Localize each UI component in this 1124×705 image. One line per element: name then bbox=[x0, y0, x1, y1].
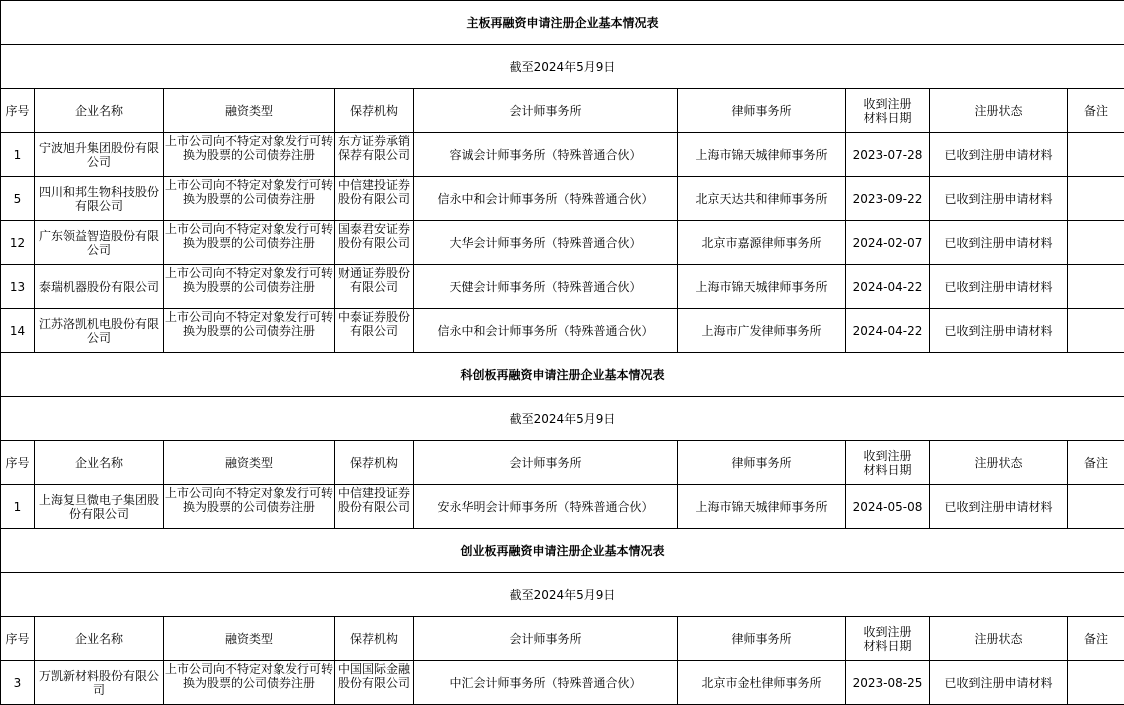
col-accounting-firm-header[interactable] bbox=[414, 89, 678, 133]
law-firm-cell[interactable] bbox=[678, 177, 846, 221]
company-name-cell[interactable] bbox=[35, 265, 164, 309]
col-note-header[interactable] bbox=[1068, 617, 1124, 661]
row-number-cell[interactable] bbox=[1, 661, 35, 705]
accounting-firm-cell[interactable] bbox=[414, 177, 678, 221]
header-label: 融资类型 bbox=[224, 455, 273, 470]
header-label: 注册状态 bbox=[974, 103, 1023, 118]
row-number-text: 13 bbox=[9, 279, 26, 294]
col-no-header[interactable] bbox=[1, 617, 35, 661]
header-label: 会计师事务所 bbox=[509, 631, 582, 646]
financing-type-text: 上市公司向不特定对象发行可转换为股票的公司债券注册 bbox=[164, 661, 333, 690]
row-number-cell[interactable] bbox=[1, 485, 35, 529]
financing-type-text: 上市公司向不特定对象发行可转换为股票的公司债券注册 bbox=[164, 265, 333, 294]
company-name-text: 泰瑞机器股份有限公司 bbox=[38, 279, 159, 294]
note-cell[interactable] bbox=[1068, 177, 1124, 221]
row-number-cell[interactable] bbox=[1, 221, 35, 265]
header-label: 融资类型 bbox=[224, 631, 273, 646]
column-header-row bbox=[1, 89, 1124, 133]
sponsor-cell[interactable] bbox=[335, 485, 414, 529]
company-name-cell[interactable] bbox=[35, 661, 164, 705]
header-label: 企业名称 bbox=[74, 103, 123, 118]
header-label: 收到注册材料日期 bbox=[863, 624, 912, 653]
law-firm-text: 北京市嘉源律师事务所 bbox=[701, 235, 822, 250]
note-cell[interactable] bbox=[1068, 485, 1124, 529]
header-label: 会计师事务所 bbox=[509, 455, 582, 470]
sponsor-text: 东方证券承销保荐有限公司 bbox=[337, 133, 410, 162]
table-row bbox=[1, 265, 1124, 309]
status-text: 已收到注册申请材料 bbox=[944, 147, 1053, 162]
received-date-cell[interactable] bbox=[846, 177, 930, 221]
company-name-text: 上海复旦微电子集团股份有限公司 bbox=[38, 492, 159, 521]
as-of-date[interactable]: 截至2024年5月9日 bbox=[1, 45, 1124, 89]
row-number-text: 14 bbox=[9, 323, 26, 338]
section-title-row bbox=[1, 1, 1124, 45]
financing-type-cell[interactable] bbox=[164, 661, 335, 705]
sponsor-text: 中信建投证券股份有限公司 bbox=[337, 485, 410, 514]
accounting-firm-text: 天健会计师事务所（特殊普通合伙） bbox=[449, 279, 642, 294]
row-number-text: 1 bbox=[13, 147, 22, 162]
sponsor-cell[interactable] bbox=[335, 265, 414, 309]
law-firm-cell[interactable] bbox=[678, 485, 846, 529]
received-date-text: 2023-09-22 bbox=[852, 191, 923, 206]
sponsor-cell[interactable] bbox=[335, 221, 414, 265]
col-received-date-header[interactable] bbox=[846, 617, 930, 661]
sponsor-cell[interactable] bbox=[335, 177, 414, 221]
status-cell[interactable] bbox=[930, 221, 1068, 265]
col-status-header[interactable] bbox=[930, 89, 1068, 133]
accounting-firm-cell[interactable] bbox=[414, 661, 678, 705]
header-label: 注册状态 bbox=[974, 455, 1023, 470]
header-label: 序号 bbox=[5, 103, 30, 118]
status-text: 已收到注册申请材料 bbox=[944, 675, 1053, 690]
status-text: 已收到注册申请材料 bbox=[944, 235, 1053, 250]
received-date-text: 2024-02-07 bbox=[852, 235, 923, 250]
financing-type-cell[interactable] bbox=[164, 265, 335, 309]
received-date-cell[interactable] bbox=[846, 133, 930, 177]
col-company-name-header[interactable] bbox=[35, 617, 164, 661]
financing-type-cell[interactable] bbox=[164, 133, 335, 177]
table-row bbox=[1, 485, 1124, 529]
header-label: 保荐机构 bbox=[349, 455, 398, 470]
section-title[interactable]: 科创板再融资申请注册企业基本情况表 bbox=[1, 353, 1124, 397]
law-firm-cell[interactable] bbox=[678, 309, 846, 353]
financing-type-text: 上市公司向不特定对象发行可转换为股票的公司债券注册 bbox=[164, 133, 333, 162]
accounting-firm-cell[interactable] bbox=[414, 221, 678, 265]
header-label: 融资类型 bbox=[224, 103, 273, 118]
sponsor-text: 中信建投证券股份有限公司 bbox=[337, 177, 410, 206]
sponsor-text: 中国国际金融股份有限公司 bbox=[337, 661, 410, 690]
col-financing-type-header[interactable] bbox=[164, 441, 335, 485]
financing-type-text: 上市公司向不特定对象发行可转换为股票的公司债券注册 bbox=[164, 485, 333, 514]
note-cell[interactable] bbox=[1068, 265, 1124, 309]
accounting-firm-text: 中汇会计师事务所（特殊普通合伙） bbox=[449, 675, 642, 690]
financing-type-cell[interactable] bbox=[164, 177, 335, 221]
status-cell[interactable] bbox=[930, 661, 1068, 705]
company-name-text: 广东领益智造股份有限公司 bbox=[38, 228, 159, 257]
header-label: 备注 bbox=[1084, 455, 1109, 470]
received-date-text: 2024-05-08 bbox=[852, 499, 923, 514]
header-label: 律师事务所 bbox=[731, 455, 792, 470]
table-row bbox=[1, 661, 1124, 705]
col-sponsor-header[interactable] bbox=[335, 441, 414, 485]
law-firm-cell[interactable] bbox=[678, 661, 846, 705]
as-of-date-row bbox=[1, 573, 1124, 617]
col-status-header[interactable] bbox=[930, 617, 1068, 661]
header-label: 律师事务所 bbox=[731, 103, 792, 118]
accounting-firm-cell[interactable] bbox=[414, 485, 678, 529]
col-financing-type-header[interactable] bbox=[164, 617, 335, 661]
sponsor-text: 国泰君安证券股份有限公司 bbox=[337, 221, 410, 250]
status-text: 已收到注册申请材料 bbox=[944, 499, 1053, 514]
table-row bbox=[1, 221, 1124, 265]
received-date-cell[interactable] bbox=[846, 485, 930, 529]
note-cell[interactable] bbox=[1068, 309, 1124, 353]
header-label: 注册状态 bbox=[974, 631, 1023, 646]
col-status-header[interactable] bbox=[930, 441, 1068, 485]
note-cell[interactable] bbox=[1068, 221, 1124, 265]
accounting-firm-cell[interactable] bbox=[414, 265, 678, 309]
header-label: 保荐机构 bbox=[349, 631, 398, 646]
col-law-firm-header[interactable] bbox=[678, 441, 846, 485]
col-accounting-firm-header[interactable] bbox=[414, 441, 678, 485]
law-firm-cell[interactable] bbox=[678, 133, 846, 177]
row-number-text: 5 bbox=[13, 191, 22, 206]
col-no-header[interactable] bbox=[1, 89, 35, 133]
section-title-row bbox=[1, 529, 1124, 573]
status-cell[interactable] bbox=[930, 133, 1068, 177]
company-name-text: 四川和邦生物科技股份有限公司 bbox=[38, 184, 159, 213]
received-date-text: 2024-04-22 bbox=[852, 279, 923, 294]
header-label: 备注 bbox=[1084, 103, 1109, 118]
status-cell[interactable] bbox=[930, 485, 1068, 529]
row-number-cell[interactable] bbox=[1, 133, 35, 177]
col-company-name-header[interactable] bbox=[35, 89, 164, 133]
law-firm-text: 上海市锦天城律师事务所 bbox=[695, 499, 828, 514]
law-firm-text: 上海市广发律师事务所 bbox=[701, 323, 822, 338]
sponsor-cell[interactable] bbox=[335, 661, 414, 705]
status-cell[interactable] bbox=[930, 265, 1068, 309]
accounting-firm-text: 安永华明会计师事务所（特殊普通合伙） bbox=[437, 499, 654, 514]
financing-type-text: 上市公司向不特定对象发行可转换为股票的公司债券注册 bbox=[164, 177, 333, 206]
table-body bbox=[1, 1, 1124, 705]
col-note-header[interactable] bbox=[1068, 89, 1124, 133]
header-label: 企业名称 bbox=[74, 631, 123, 646]
accounting-firm-text: 大华会计师事务所（特殊普通合伙） bbox=[449, 235, 642, 250]
table-row bbox=[1, 133, 1124, 177]
status-cell[interactable] bbox=[930, 309, 1068, 353]
table-row bbox=[1, 309, 1124, 353]
company-name-cell[interactable] bbox=[35, 133, 164, 177]
received-date-cell[interactable] bbox=[846, 221, 930, 265]
as-of-date-row bbox=[1, 397, 1124, 441]
row-number-cell[interactable] bbox=[1, 309, 35, 353]
financing-type-cell[interactable] bbox=[164, 485, 335, 529]
section-title-row bbox=[1, 353, 1124, 397]
sponsor-text: 中泰证券股份有限公司 bbox=[337, 309, 410, 338]
column-header-row bbox=[1, 617, 1124, 661]
column-header-row bbox=[1, 441, 1124, 485]
row-number-text: 3 bbox=[13, 675, 22, 690]
header-label: 收到注册材料日期 bbox=[863, 96, 912, 125]
as-of-date[interactable]: 截至2024年5月9日 bbox=[1, 573, 1124, 617]
received-date-text: 2024-04-22 bbox=[852, 323, 923, 338]
section-title[interactable]: 主板再融资申请注册企业基本情况表 bbox=[1, 1, 1124, 45]
header-label: 备注 bbox=[1084, 631, 1109, 646]
header-label: 律师事务所 bbox=[731, 631, 792, 646]
financing-type-text: 上市公司向不特定对象发行可转换为股票的公司债券注册 bbox=[164, 221, 333, 250]
accounting-firm-cell[interactable] bbox=[414, 309, 678, 353]
row-number-cell[interactable] bbox=[1, 177, 35, 221]
received-date-cell[interactable] bbox=[846, 661, 930, 705]
header-label: 序号 bbox=[5, 455, 30, 470]
company-name-cell[interactable] bbox=[35, 221, 164, 265]
company-name-text: 宁波旭升集团股份有限公司 bbox=[38, 140, 159, 169]
header-label: 序号 bbox=[5, 631, 30, 646]
col-received-date-header[interactable] bbox=[846, 441, 930, 485]
sponsor-text: 财通证券股份有限公司 bbox=[337, 265, 410, 294]
col-law-firm-header[interactable] bbox=[678, 617, 846, 661]
status-text: 已收到注册申请材料 bbox=[944, 279, 1053, 294]
law-firm-text: 上海市锦天城律师事务所 bbox=[695, 279, 828, 294]
note-cell[interactable] bbox=[1068, 133, 1124, 177]
sponsor-cell[interactable] bbox=[335, 309, 414, 353]
received-date-text: 2023-07-28 bbox=[852, 147, 923, 162]
accounting-firm-cell[interactable] bbox=[414, 133, 678, 177]
received-date-cell[interactable] bbox=[846, 309, 930, 353]
status-cell[interactable] bbox=[930, 177, 1068, 221]
row-number-text: 12 bbox=[9, 235, 26, 250]
financing-type-cell[interactable] bbox=[164, 221, 335, 265]
header-label: 企业名称 bbox=[74, 455, 123, 470]
received-date-text: 2023-08-25 bbox=[852, 675, 923, 690]
col-financing-type-header[interactable] bbox=[164, 89, 335, 133]
financing-type-text: 上市公司向不特定对象发行可转换为股票的公司债券注册 bbox=[164, 309, 333, 338]
company-name-cell[interactable] bbox=[35, 177, 164, 221]
company-name-text: 江苏洛凯机电股份有限公司 bbox=[38, 316, 159, 345]
as-of-date-row bbox=[1, 45, 1124, 89]
header-label: 收到注册材料日期 bbox=[863, 448, 912, 477]
section-title[interactable]: 创业板再融资申请注册企业基本情况表 bbox=[1, 529, 1124, 573]
law-firm-cell[interactable] bbox=[678, 221, 846, 265]
row-number-text: 1 bbox=[13, 499, 22, 514]
company-name-cell[interactable] bbox=[35, 485, 164, 529]
company-name-text: 万凯新材料股份有限公司 bbox=[38, 668, 159, 697]
sponsor-cell[interactable] bbox=[335, 133, 414, 177]
row-number-cell[interactable] bbox=[1, 265, 35, 309]
col-sponsor-header[interactable] bbox=[335, 617, 414, 661]
company-name-cell[interactable] bbox=[35, 309, 164, 353]
table-row bbox=[1, 177, 1124, 221]
note-cell[interactable] bbox=[1068, 661, 1124, 705]
col-accounting-firm-header[interactable] bbox=[414, 617, 678, 661]
col-no-header[interactable] bbox=[1, 441, 35, 485]
law-firm-text: 北京天达共和律师事务所 bbox=[695, 191, 828, 206]
col-received-date-header[interactable] bbox=[846, 89, 930, 133]
law-firm-cell[interactable] bbox=[678, 265, 846, 309]
status-text: 已收到注册申请材料 bbox=[944, 191, 1053, 206]
accounting-firm-text: 信永中和会计师事务所（特殊普通合伙） bbox=[437, 323, 654, 338]
financing-type-cell[interactable] bbox=[164, 309, 335, 353]
header-label: 会计师事务所 bbox=[509, 103, 582, 118]
status-text: 已收到注册申请材料 bbox=[944, 323, 1053, 338]
accounting-firm-text: 容诚会计师事务所（特殊普通合伙） bbox=[449, 147, 642, 162]
col-note-header[interactable] bbox=[1068, 441, 1124, 485]
law-firm-text: 北京市金杜律师事务所 bbox=[701, 675, 822, 690]
col-sponsor-header[interactable] bbox=[335, 89, 414, 133]
header-label: 保荐机构 bbox=[349, 103, 398, 118]
law-firm-text: 上海市锦天城律师事务所 bbox=[695, 147, 828, 162]
accounting-firm-text: 信永中和会计师事务所（特殊普通合伙） bbox=[437, 191, 654, 206]
as-of-date[interactable]: 截至2024年5月9日 bbox=[1, 397, 1124, 441]
received-date-cell[interactable] bbox=[846, 265, 930, 309]
col-law-firm-header[interactable] bbox=[678, 89, 846, 133]
col-company-name-header[interactable] bbox=[35, 441, 164, 485]
